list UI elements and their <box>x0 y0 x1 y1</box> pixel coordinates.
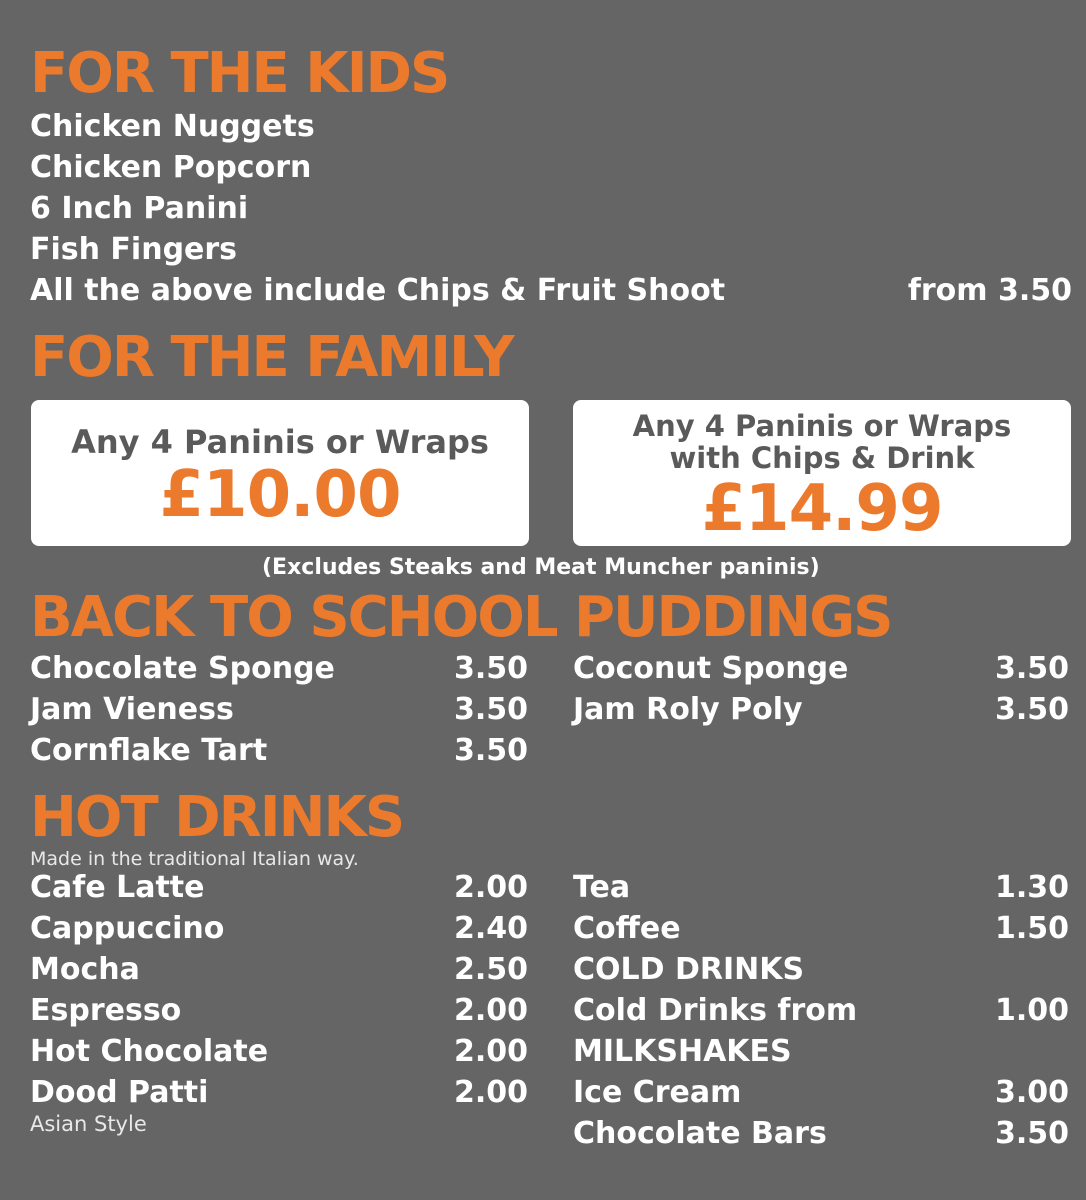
puddings-heading: BACK TO SCHOOL PUDDINGS <box>30 585 892 650</box>
dood-patti-note: Asian Style <box>30 1112 147 1136</box>
kids-item: 6 Inch Panini <box>30 191 249 226</box>
offer-1-price: £10.00 <box>159 458 401 532</box>
offer-2-description-line2: with Chips & Drink <box>669 441 975 475</box>
family-heading: FOR THE FAMILY <box>30 325 513 390</box>
hot-drinks-heading: HOT DRINKS <box>30 785 404 850</box>
family-offer-box-1 <box>31 400 529 546</box>
offer-2-price: £14.99 <box>701 472 943 546</box>
offer-1-description: Any 4 Paninis or Wraps <box>71 423 489 461</box>
kids-item: Fish Fingers <box>30 232 238 267</box>
family-exclusion-note: (Excludes Steaks and Meat Muncher paninis) <box>262 555 820 580</box>
kids-note: All the above include Chips & Fruit Shoot <box>30 273 726 308</box>
kids-heading: FOR THE KIDS <box>30 41 449 106</box>
kids-price: from 3.50 <box>907 273 1072 308</box>
kids-item: Chicken Popcorn <box>30 150 312 185</box>
kids-item: Chicken Nuggets <box>30 109 315 144</box>
offer-2-description-line1: Any 4 Paninis or Wraps <box>632 409 1012 443</box>
family-offer-box-2 <box>573 400 1071 546</box>
hot-drinks-subtitle: Made in the traditional Italian way. <box>30 848 359 870</box>
